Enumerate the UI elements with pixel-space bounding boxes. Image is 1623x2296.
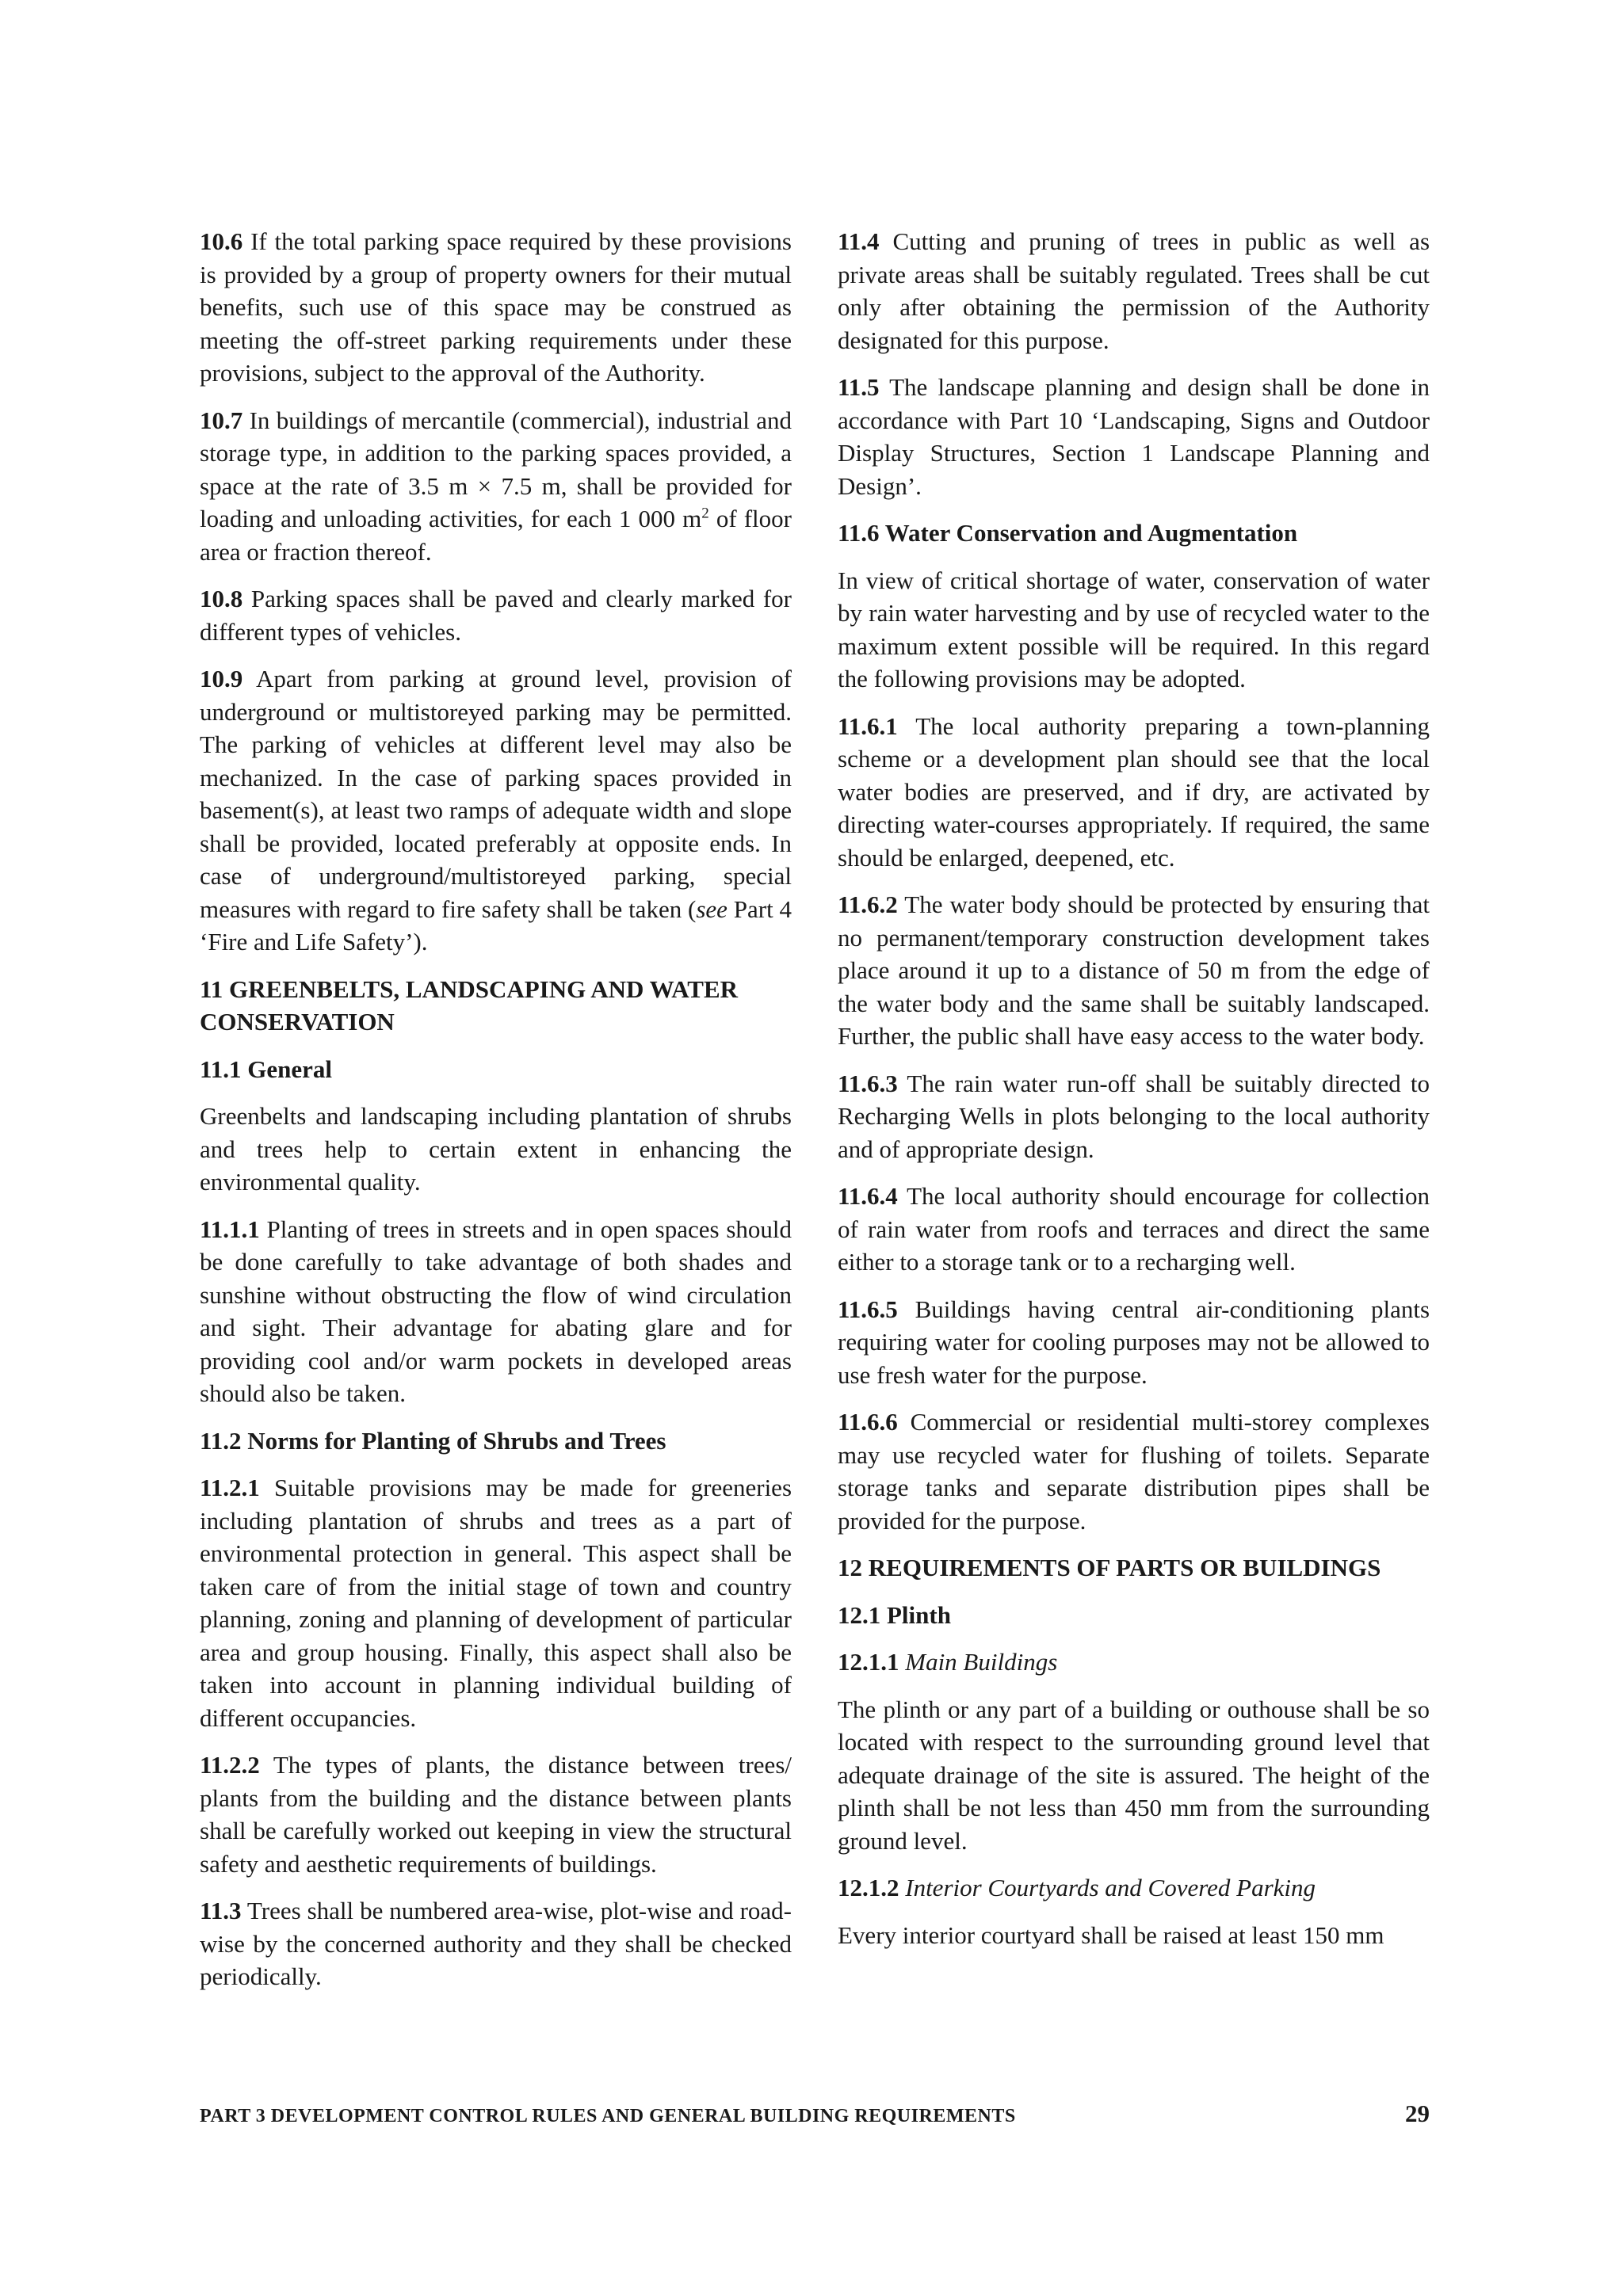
- clause-text: Commercial or residential multi-storey complexes may use recycled water for flushing of toilets. Separate storage tanks and separate distribution pipes shall be provided for the purpose.: [838, 1408, 1430, 1535]
- right-column: [838, 225, 1430, 1966]
- clause-11-4: [838, 225, 1430, 357]
- clause-11-5: [838, 371, 1430, 502]
- clause-11-6-4: [838, 1180, 1430, 1279]
- subsection-heading-11-2: 11.2 Norms for Planting of Shrubs and Trees: [200, 1426, 666, 1455]
- clause-number: 11.1.1: [200, 1215, 260, 1243]
- clause-11-6-5: [838, 1293, 1430, 1392]
- clause-11-2-1: [200, 1471, 792, 1734]
- clause-10-7: [200, 404, 792, 569]
- footer-title: PART 3 DEVELOPMENT CONTROL RULES AND GENERAL BUILDING REQUIREMENTS: [200, 2106, 1016, 2126]
- clause-11-1-1: [200, 1213, 792, 1410]
- clause-10-9: [200, 662, 792, 959]
- clause-number: 11.6.4: [838, 1182, 898, 1210]
- clause-11-3: [200, 1894, 792, 1993]
- paragraph-12-1-2: Every interior courtyard shall be raised at least 150 mm: [838, 1920, 1384, 1949]
- clause-text: The landscape planning and design shall be done in accordance with Part 10 ‘Landscaping, Signs and Outdoor Display Structures, Section 1 Landscape Planning and Design’.: [838, 373, 1430, 500]
- clause-number: 11.6.1: [838, 711, 898, 740]
- subsection-heading-12-1: 12.1 Plinth: [838, 1600, 951, 1629]
- clause-text: Buildings having central air-conditioning plants requiring water for cooling purposes may not be allowed to use fresh water for the purpose.: [838, 1295, 1430, 1389]
- clause-number: 10.6: [200, 227, 243, 255]
- clause-number: 11.6.2: [838, 891, 898, 918]
- clause-11-6-2: [838, 888, 1430, 1053]
- see-reference: see: [696, 894, 727, 923]
- clause-number: 11.6.3: [838, 1069, 898, 1097]
- paragraph-11-1: Greenbelts and landscaping including plantation of shrubs and trees help to certain extent in enhancing the environmental quality.: [200, 1102, 792, 1196]
- clause-number: 11.2.1: [200, 1474, 260, 1501]
- clause-10-8: [200, 582, 792, 648]
- page-number: 29: [1405, 2100, 1430, 2127]
- clause-text: The local authority should encourage for collection of rain water from roofs and terraces and direct the same either to a storage tank or to a recharging well.: [838, 1182, 1430, 1276]
- clause-text-cont: of floor area or fraction thereof.: [200, 505, 792, 566]
- clause-11-2-2: [200, 1749, 792, 1880]
- subheading-12-1-2: [838, 1871, 1430, 1905]
- section-heading-12: 12 REQUIREMENTS OF PARTS OR BUILDINGS: [838, 1554, 1381, 1581]
- clause-10-6: [200, 225, 792, 390]
- subheading-12-1-1: [838, 1646, 1430, 1679]
- subsection-heading-11-6: 11.6 Water Conservation and Augmentation: [838, 519, 1298, 547]
- clause-text: Planting of trees in streets and in open spaces should be done carefully to take advantage of both shades and sunshine without obstructing the flow of wind circulation and sight. Their advantage for abating glare and for providing cool and/or warm pockets in developed areas should also be taken.: [200, 1215, 792, 1407]
- clause-number: 11.2.2: [200, 1751, 260, 1779]
- clause-text: Apart from parking at ground level, provision of underground or multistoreyed parking may be permitted. The parking of vehicles at different level may also be mechanized. In the case of parking spaces provided in basement(s), at least two ramps of adequate width and slope shall be provided, located preferably at opposite ends. In case of underground/multistoreyed parking, special measures with regard to fire safety shall be taken (: [200, 665, 792, 923]
- clause-number: 10.9: [200, 665, 243, 692]
- clause-11-6-6: [838, 1405, 1430, 1537]
- subheading-title: Main Buildings: [905, 1648, 1058, 1676]
- left-column: [200, 225, 792, 2008]
- clause-text: Suitable provisions may be made for greeneries including plantation of shrubs and trees as a part of environmental protection in general. This aspect shall be taken care of from the initial stage of town and country planning, zoning and planning of development of particular area and group housing. Finally, this aspect shall also be taken into account in planning individual building of different occupancies.: [200, 1474, 792, 1732]
- clause-text: Trees shall be numbered area-wise, plot-wise and road-wise by the concerned authority and they shall be checked periodically.: [200, 1897, 792, 1990]
- clause-text: The rain water run-off shall be suitably directed to Recharging Wells in plots belonging to the local authority and of appropriate design.: [838, 1069, 1430, 1163]
- clause-number: 11.4: [838, 227, 880, 255]
- clause-number: 10.7: [200, 406, 243, 434]
- clause-text: In buildings of mercantile (commercial), industrial and storage type, in addition to the parking spaces provided, a space at the rate of 3.5 m × 7.5 m, shall be provided for loading and unloading activities, for each 1 000 m: [200, 406, 792, 532]
- clause-text: Parking spaces shall be paved and clearly marked for different types of vehicles.: [200, 585, 792, 646]
- clause-text-cont: Part 4 ‘Fire and Life Safety’).: [200, 894, 792, 955]
- page-footer: [200, 2100, 1430, 2131]
- clause-number: 11.3: [200, 1897, 242, 1924]
- section-heading-11: 11 GREENBELTS, LANDSCAPING AND WATER CONSERVATION: [200, 974, 739, 1035]
- clause-11-6-1: [838, 710, 1430, 875]
- clause-text: The local authority preparing a town-planning scheme or a development plan should see that the local water bodies are preserved, and if dry, are activated by directing water-courses appropriately. If required, the same should be enlarged, deepened, etc.: [838, 711, 1430, 871]
- subsection-heading-11-1: 11.1 General: [200, 1055, 333, 1083]
- superscript: 2: [701, 505, 709, 522]
- paragraph-12-1-1: The plinth or any part of a building or outhouse shall be so located with respect to the surrounding ground level that adequate drainage of the site is assured. The height of the plinth shall be not less than 450 mm from the surrounding ground level.: [838, 1695, 1430, 1855]
- clause-number: 11.6.6: [838, 1408, 898, 1436]
- clause-text: If the total parking space required by these provisions is provided by a group of property owners for their mutual benefits, such use of this space may be construed as meeting the off-street parking requirements under these provisions, subject to the approval of the Authority.: [200, 227, 792, 387]
- clause-number: 10.8: [200, 585, 243, 612]
- paragraph-11-6: In view of critical shortage of water, conservation of water by rain water harvesting and by use of recycled water to the maximum extent possible will be required. In this regard the following provisions may be adopted.: [838, 566, 1430, 692]
- clause-text: The water body should be protected by ensuring that no permanent/temporary construction development takes place around it up to a distance of 50 m from the edge of the water body and the same shall be suitably landscaped. Further, the public shall have easy access to the water body.: [838, 891, 1430, 1050]
- subheading-title: Interior Courtyards and Covered Parking: [905, 1874, 1316, 1901]
- clause-number: 12.1.2: [838, 1874, 899, 1901]
- clause-text: The types of plants, the distance between trees/ plants from the building and the distance between plants shall be carefully worked out keeping in view the structural safety and aesthetic requirements of buildings.: [200, 1751, 792, 1878]
- clause-number: 12.1.1: [838, 1648, 899, 1676]
- clause-11-6-3: [838, 1067, 1430, 1166]
- clause-number: 11.6.5: [838, 1295, 898, 1323]
- clause-text: Cutting and pruning of trees in public as well as private areas shall be suitably regulated. Trees shall be cut only after obtaining the permission of the Authority designated for this purpose.: [838, 227, 1430, 354]
- clause-number: 11.5: [838, 373, 880, 401]
